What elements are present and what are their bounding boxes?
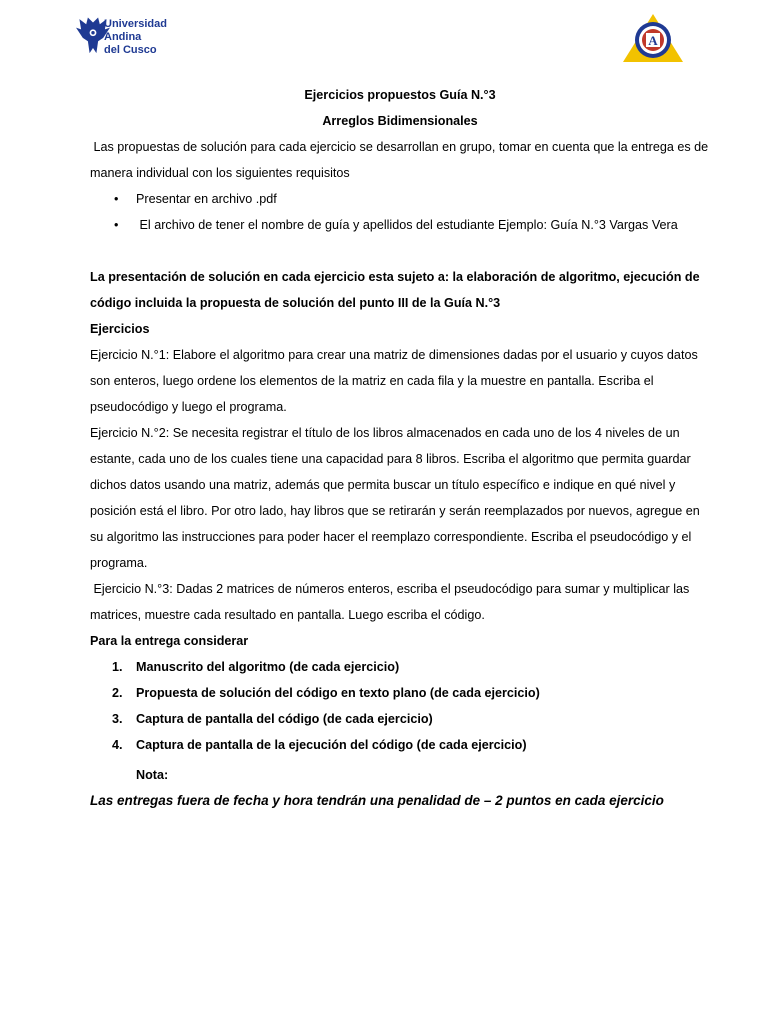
delivery-heading: Para la entrega considerar [90,634,249,648]
page-title: Ejercicios propuestos Guía N.°3 [304,88,496,102]
list-item: 4. Captura de pantalla de la ejecución del código (de cada ejercicio) [112,738,527,752]
presentation-note: La presentación de solución en cada ejercicio esta sujeto a: la elaboración de algoritmo, ejecución de código incluida la propuesta de solución del punto III de la Guía N.°3 [90,270,700,310]
exercises-heading: Ejercicios [90,322,150,336]
penalty-note: Las entregas fuera de fecha y hora tendrán una penalidad de – 2 puntos en cada ejercicio [90,793,664,808]
university-name: Universidad Andina del Cusco [104,18,167,56]
list-item: • El archivo de tener el nombre de guía y apellidos del estudiante Ejemplo: Guía N.°3 Vargas Vera [90,212,710,238]
exercise-2: Ejercicio N.°2: Se necesita registrar el título de los libros almacenados en cada uno de los 4 niveles de un estante, cada uno de los cuales tiene una capacidad para 8 libros. Escriba el algoritmo que permita guardar dichos datos usando una matriz, además que permita buscar un título específico e indique en qué nivel y posición está el libro. Por otro lado, hay libros que se retirarán y serán reemplazados por nuevos, agregue en su algoritmo las instrucciones para poder hacer el reemplazo correspondiente. Escriba el pseudocódigo y el programa. [90,426,700,570]
exercise-3: Ejercicio N.°3: Dadas 2 matrices de números enteros, escriba el pseudocódigo para sumar y multiplicar las matrices, muestre cada resultado en pantalla. Luego escriba el código. [90,582,693,622]
list-item: • Presentar en archivo .pdf [90,186,710,212]
page-subtitle: Arreglos Bidimensionales [322,114,478,128]
requirements-list [90,186,710,238]
document-body [90,82,710,814]
note-label: Nota: [136,768,169,782]
list-item: 3. Captura de pantalla del código (de cada ejercicio) [112,712,433,726]
svg-text:A: A [648,33,658,48]
delivery-list [90,654,710,758]
faculty-seal-icon [619,12,687,64]
intro-paragraph: Las propuestas de solución para cada ejercicio se desarrollan en grupo, tomar en cuenta que la entrega es de manera individual con los siguientes requisitos [90,140,712,180]
exercise-1: Ejercicio N.°1: Elabore el algoritmo para crear una matriz de dimensiones dadas por el usuario y cuyos datos son enteros, luego ordene los elementos de la matriz en cada fila y la muestre en pantalla. Escriba el pseudocódigo y luego el programa. [90,348,698,414]
list-item: 2. Propuesta de solución del código en texto plano (de cada ejercicio) [112,686,540,700]
list-item: 1. Manuscrito del algoritmo (de cada ejercicio) [112,660,400,674]
